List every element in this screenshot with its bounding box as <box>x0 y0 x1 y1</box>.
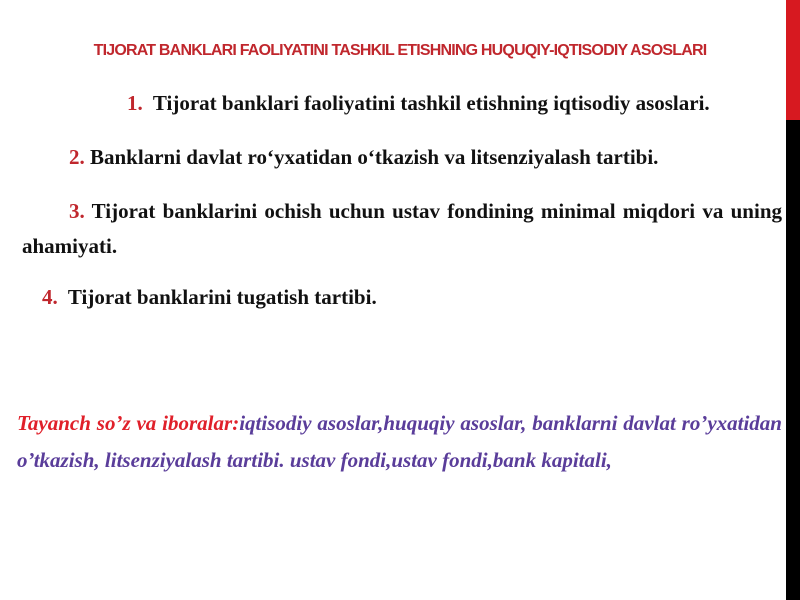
keywords-paragraph <box>17 405 782 479</box>
sidebar-accent-black <box>786 120 800 600</box>
list-item <box>22 140 782 175</box>
keywords-text: iqtisodiy asoslar,huquqiy asoslar, banklarni davlat ro’yxatidan o’tkazish, litsenziyalash tartibi. ustav fondi,ustav fondi,bank kapitali, <box>17 411 782 472</box>
list-item <box>22 86 782 121</box>
list-item <box>22 194 782 264</box>
item-text: Banklarni davlat ro‘yxatidan o‘tkazish va litsenziyalash tartibi. <box>90 145 659 169</box>
item-text: Tijorat banklari faoliyatini tashkil etishning iqtisodiy asoslari. <box>152 91 710 115</box>
list-item <box>22 280 782 315</box>
page-title: TIJORAT BANKLARI FAOLIYATINI TASHKIL ETISHNING HUQUQIY-IQTISODIY ASOSLARI <box>93 42 707 59</box>
item-number: 3. <box>69 199 85 223</box>
item-text: Tijorat banklarini ochish uchun ustav fondining minimal miqdori va uning ahamiyati. <box>22 199 783 258</box>
sidebar-accent-red <box>786 0 800 120</box>
keywords-label: Tayanch so’z va iboralar: <box>17 411 240 435</box>
topic-list <box>22 86 782 315</box>
item-number: 1. <box>127 91 143 115</box>
item-number: 2. <box>69 145 85 169</box>
item-number: 4. <box>42 285 58 309</box>
item-text: Tijorat banklarini tugatish tartibi. <box>67 285 377 309</box>
